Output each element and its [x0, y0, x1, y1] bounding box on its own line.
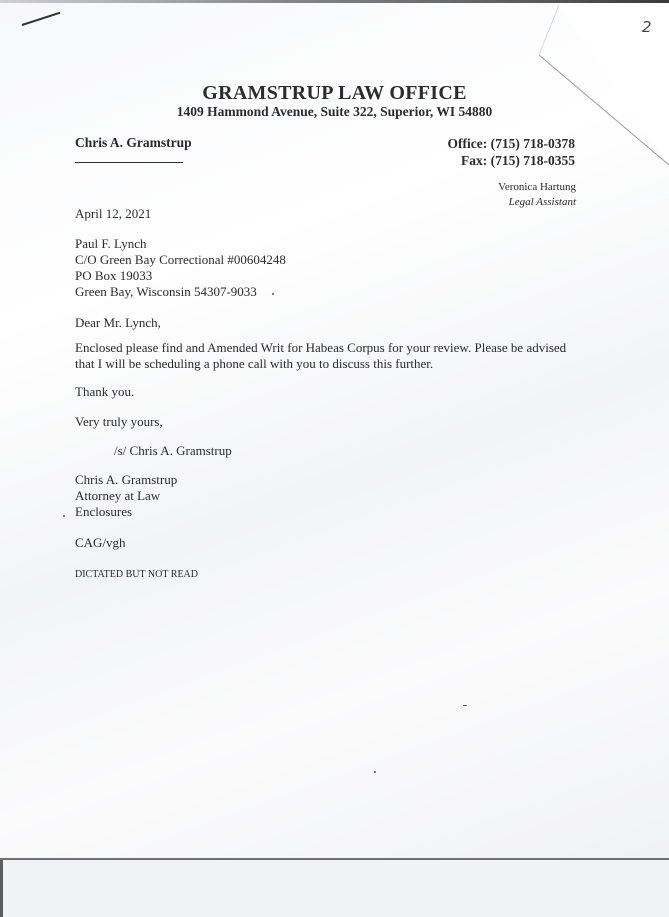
dictated-note: DICTATED BUT NOT READ	[75, 569, 198, 580]
typist-initials: CAG/vgh	[75, 535, 126, 550]
assistant-info	[498, 180, 576, 210]
recipient-address	[75, 236, 286, 300]
attorney-underline	[75, 162, 183, 163]
firm-name: GRAMSTRUP LAW OFFICE	[202, 82, 467, 104]
recipient-line: Green Bay, Wisconsin 54307-9033	[75, 284, 257, 299]
fax-number: Fax: (715) 718-0355	[461, 153, 575, 168]
thanks-line: Thank you.	[75, 384, 135, 399]
signature-block	[75, 472, 177, 520]
scan-speck	[463, 705, 467, 706]
scan-speck	[374, 771, 376, 773]
attorney-name: Chris A. Gramstrup	[75, 135, 192, 150]
closing-line: Very truly yours,	[75, 414, 163, 429]
underlying-sheet	[0, 858, 669, 917]
enclosures-note: Enclosures	[75, 504, 133, 519]
recipient-line: PO Box 19033	[75, 268, 153, 283]
signer-title: Attorney at Law	[75, 488, 161, 503]
salutation: Dear Mr. Lynch,	[75, 315, 161, 330]
handwritten-dash-mark	[22, 12, 61, 26]
assistant-title: Legal Assistant	[508, 196, 576, 208]
assistant-name: Veronica Hartung	[498, 181, 576, 193]
scan-speck	[63, 515, 65, 517]
contact-info	[448, 135, 575, 169]
firm-address: 1409 Hammond Avenue, Suite 322, Superior, WI 54880	[176, 104, 493, 119]
office-phone: Office: (715) 718-0378	[447, 136, 575, 151]
body-paragraph: Enclosed please find and Amended Writ for Habeas Corpus for your review. Please be advised that I will be scheduling a phone call with you to discuss this further.	[75, 340, 567, 371]
recipient-line: Paul F. Lynch	[75, 236, 147, 251]
scan-speck	[272, 293, 274, 295]
letter-date: April 12, 2021	[75, 206, 152, 221]
recipient-line: C/O Green Bay Correctional #00604248	[75, 252, 286, 267]
e-signature: /s/ Chris A. Gramstrup	[114, 443, 232, 458]
signer-name: Chris A. Gramstrup	[75, 472, 178, 487]
handwritten-page-number: 2	[642, 18, 652, 36]
